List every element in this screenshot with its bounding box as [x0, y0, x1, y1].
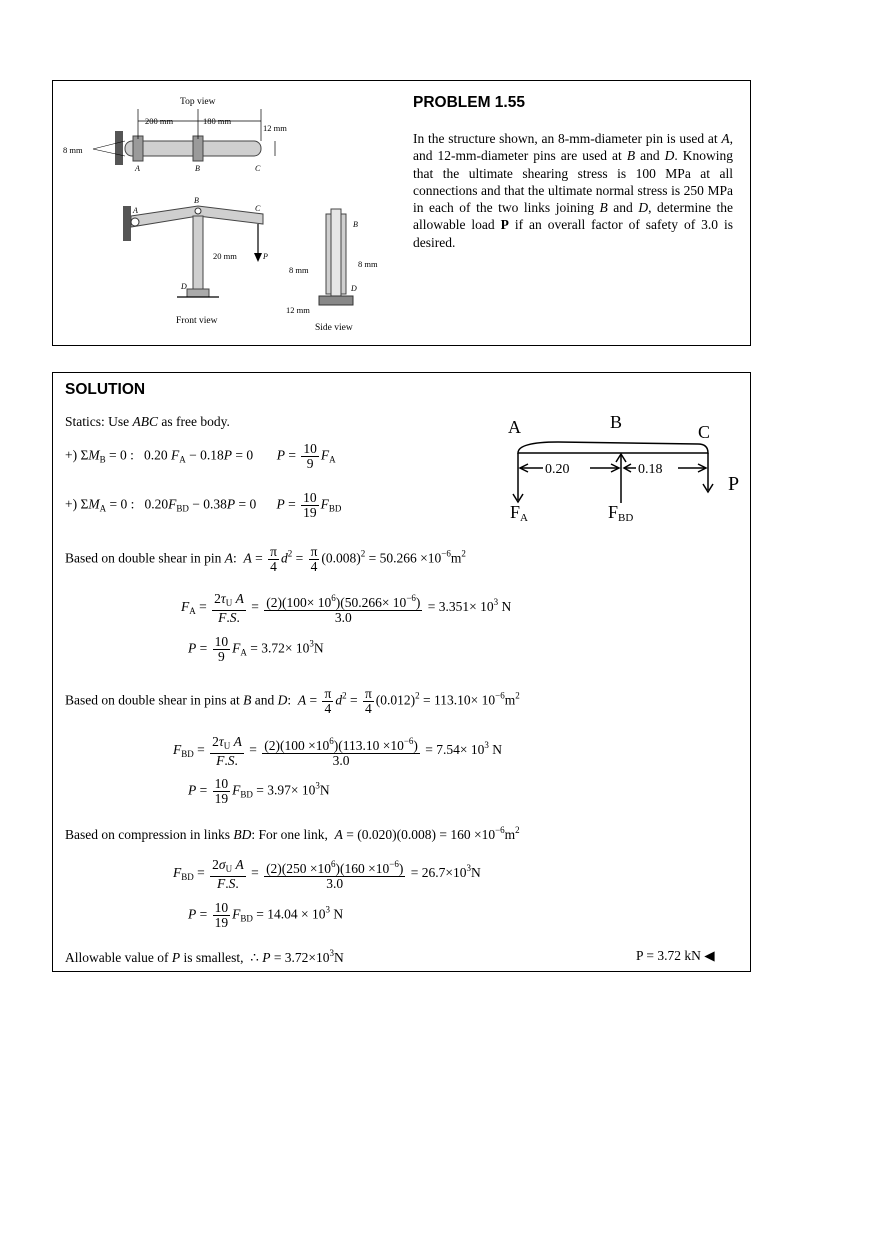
solution-heading: SOLUTION — [65, 381, 146, 398]
shear-pins-bd-area: Based on double shear in pins at B and D: A = $\frac{\pi}{4}$ $d^2$ = $\frac{\pi}{4}$ $(0.012)^2 = 113.10\times 10^{-6}m^2$ — [65, 686, 520, 716]
sketch-beam — [518, 442, 708, 453]
solution-box — [52, 372, 751, 972]
wall-front — [123, 206, 131, 241]
sketch-dim-018: 0.18 — [638, 462, 663, 477]
side-view-label: Side view — [315, 323, 353, 333]
front-label-a: A — [133, 206, 138, 215]
sketch-dim-020: 0.20 — [545, 462, 570, 477]
sketch-label-p: P — [728, 473, 740, 495]
wall-top — [115, 131, 123, 165]
link-front — [193, 216, 203, 291]
dim-180: 180 mm — [203, 116, 232, 126]
problem-statement: In the structure shown, an 8-mm-diameter pin is used at A, and 12-mm-diameter pins are used at B and D. Knowing that the ultimate shearing stress is 100 MPa at all connections and that the ultimate normal stress is 250 MPa in each of the two links joining B and D, determine the allowable load P if an overall factor of safety of 3.0 is desired. — [413, 131, 734, 250]
problem-figure — [53, 81, 403, 343]
fbd-compression-equation: $F_{BD}$ = $\frac{2\sigma_U A}{F.S.}$ = $\frac{(2)(250 \times 10^6)(160 \times 10^{-6})}{3.0}$ = $26.7\times 10^3N$ — [173, 856, 481, 891]
dim-200: 200 mm — [145, 116, 174, 126]
sketch-label-a: A — [508, 417, 521, 437]
front-label-c: C — [255, 204, 261, 213]
top-label-b: B — [195, 164, 200, 173]
top-label-a: A — [135, 164, 140, 173]
side-label-d: D — [351, 284, 357, 293]
dim-8-top: 8 mm — [63, 145, 83, 155]
side-link-right — [341, 214, 346, 294]
shear-pin-a-area: Based on double shear in pin A: A = $\frac{\pi}{4}$ $d^2$ = $\frac{\pi}{4}$ $(0.008)^2 = 50.266 \times 10^{-6}m^2$ — [65, 544, 466, 574]
dim-20: 20 mm — [213, 251, 237, 261]
problem-box — [52, 80, 751, 346]
front-label-d: D — [181, 282, 187, 291]
sketch-label-b: B — [610, 412, 623, 432]
answer: P = 3.72 kN ◀ — [636, 948, 715, 963]
sketch-label-c: C — [698, 422, 711, 442]
moment-eq-b: +) $\Sigma M_B = 0$ : 0.20 $F_A - 0.18P = 0$ P = $\frac{10}{9}$ $F_A$ — [65, 441, 336, 471]
dim-8-side-right: 8 mm — [358, 259, 378, 269]
moment-eq-a: +) $\Sigma M_A = 0$ : $0.20F_{BD} - 0.38P = 0$ P = $\frac{10}{19}$ $F_{BD}$ — [65, 490, 342, 520]
problem-heading: PROBLEM 1.55 — [413, 94, 525, 111]
p-from-fa: P = $\frac{10}{9}$ $F_A = 3.72\times 10^3N$ — [188, 634, 324, 664]
side-link-left — [326, 214, 331, 294]
sketch-fbd: FBD — [608, 502, 634, 524]
dim-8-side-left: 8 mm — [289, 265, 309, 275]
p-from-fbd-compression: P = $\frac{10}{19}$ $F_{BD} = 14.04 \times 10^3$ N — [188, 900, 344, 930]
front-label-b: B — [194, 196, 199, 205]
final-statement: Allowable value of P is smallest, ∴ $P = 3.72\times 10^3N$ — [65, 948, 344, 965]
free-body-sketch — [498, 408, 778, 528]
compression-area: Based on compression in links BD: For one link, $A = (0.020)(0.008) = 160 \times 10^{-6}m^2$ — [65, 825, 520, 842]
p-from-fbd-shear: P = $\frac{10}{19}$ $F_{BD} = 3.97\times 10^3N$ — [188, 776, 330, 806]
fbd-shear-equation: $F_{BD}$ = $\frac{2\tau_U A}{F.S.}$ = $\frac{(2)(100 \times 10^6)(113.10 \times 10^{-6})}{3.0}$ = $7.54\times 10^3$ N — [173, 733, 503, 768]
dim-12-side: 12 mm — [286, 305, 310, 315]
front-label-p: P — [263, 252, 268, 261]
top-view-label: Top view — [180, 97, 216, 107]
front-view-label: Front view — [176, 316, 218, 326]
dim-12-top: 12 mm — [263, 123, 287, 133]
statics-line: Statics: Use ABC as free body. — [65, 414, 230, 429]
top-label-c: C — [255, 164, 261, 173]
sketch-fa: FA — [510, 502, 528, 524]
fa-equation: $F_A$ = $\frac{2\tau_U A}{F.S.}$ = $\frac{(2)(100\times 10^6)(50.266\times 10^{-6})}{3.0}$ = $3.351\times 10^3$ N — [181, 590, 512, 625]
side-label-b: B — [353, 220, 358, 229]
